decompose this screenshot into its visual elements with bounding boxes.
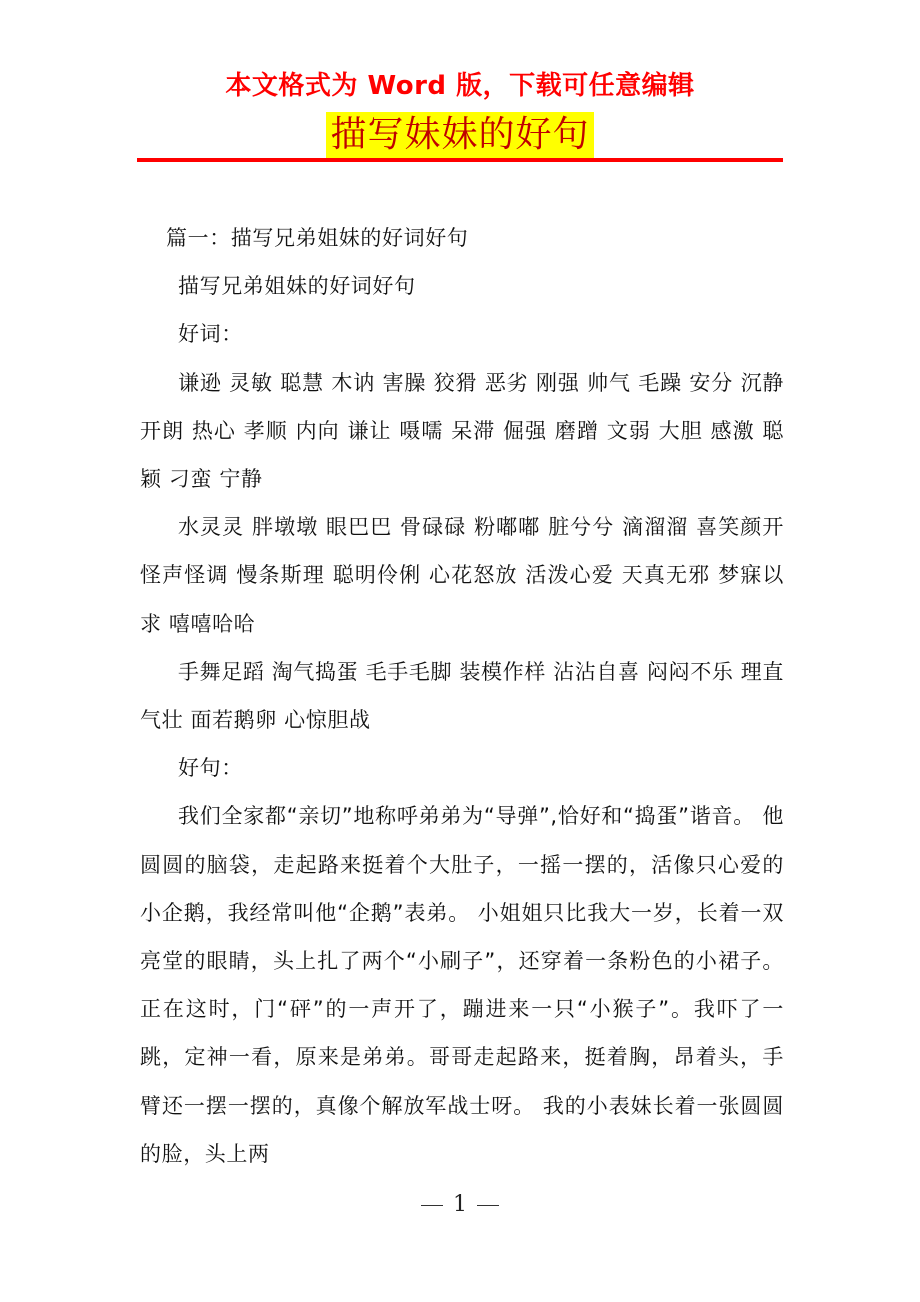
title-container	[0, 112, 920, 158]
section-heading: 篇一：描写兄弟姐妹的好词好句	[166, 226, 469, 250]
subheading: 描写兄弟姐妹的好词好句	[178, 274, 416, 299]
page-number: 1	[453, 1192, 467, 1217]
good-sentences-label: 好句：	[178, 756, 243, 781]
word-list-idioms: 手舞足蹈 淘气捣蛋 毛手毛脚 装模作样 沾沾自喜 闷闷不乐 理直气壮 面若鹅卵 心惊胆战	[140, 659, 784, 733]
page-footer	[0, 1192, 920, 1217]
good-words-label: 好词：	[178, 322, 243, 347]
word-list-two-char: 谦逊 灵敏 聪慧 木讷 害臊 狡猾 恶劣 刚强 帅气 毛躁 安分 沉静 开朗 热心 孝顺 内向 谦让 嗫嚅 呆滞 倔强 磨蹭 文弱 大胆 感激 聪颖 刁蛮 宁静	[140, 370, 784, 492]
header-divider	[137, 158, 783, 162]
footer-dash-right	[477, 1205, 499, 1206]
word-list-reduplicated: 水灵灵 胖墩墩 眼巴巴 骨碌碌 粉嘟嘟 脏兮兮 滴溜溜 喜笑颜开 怪声怪调 慢条斯理 聪明伶俐 心花怒放 活泼心爱 天真无邪 梦寐以求 嘻嘻哈哈	[140, 515, 784, 636]
word-format-notice: 本文格式为 Word 版，下载可任意编辑	[225, 71, 695, 101]
footer-dash-left	[421, 1205, 443, 1206]
document-body	[140, 214, 784, 1178]
document-title: 描写妹妹的好句	[326, 112, 593, 158]
sentence-paragraph: 我们全家都“亲切”地称呼弟弟为“导弹”,恰好和“捣蛋”谐音。 他圆圆的脑袋，走起路来挺着个大肚子，一摇一摆的，活像只心爱的小企鹅，我经常叫他“企鹅”表弟。 小姐姐只比我大一岁，长着一双亮堂的眼睛，头上扎了两个“小刷子”，还穿着一条粉色的小裙子。 正在这时，门“砰”的一声开了，蹦进来一只“小猴子”。我吓了一跳，定神一看，原来是弟弟。哥哥走起路来，挺着胸，昂着头，手臂还一摆一摆的，真像个解放军战士呀。 我的小表妹长着一张圆圆的脸，头上两	[140, 804, 784, 1166]
